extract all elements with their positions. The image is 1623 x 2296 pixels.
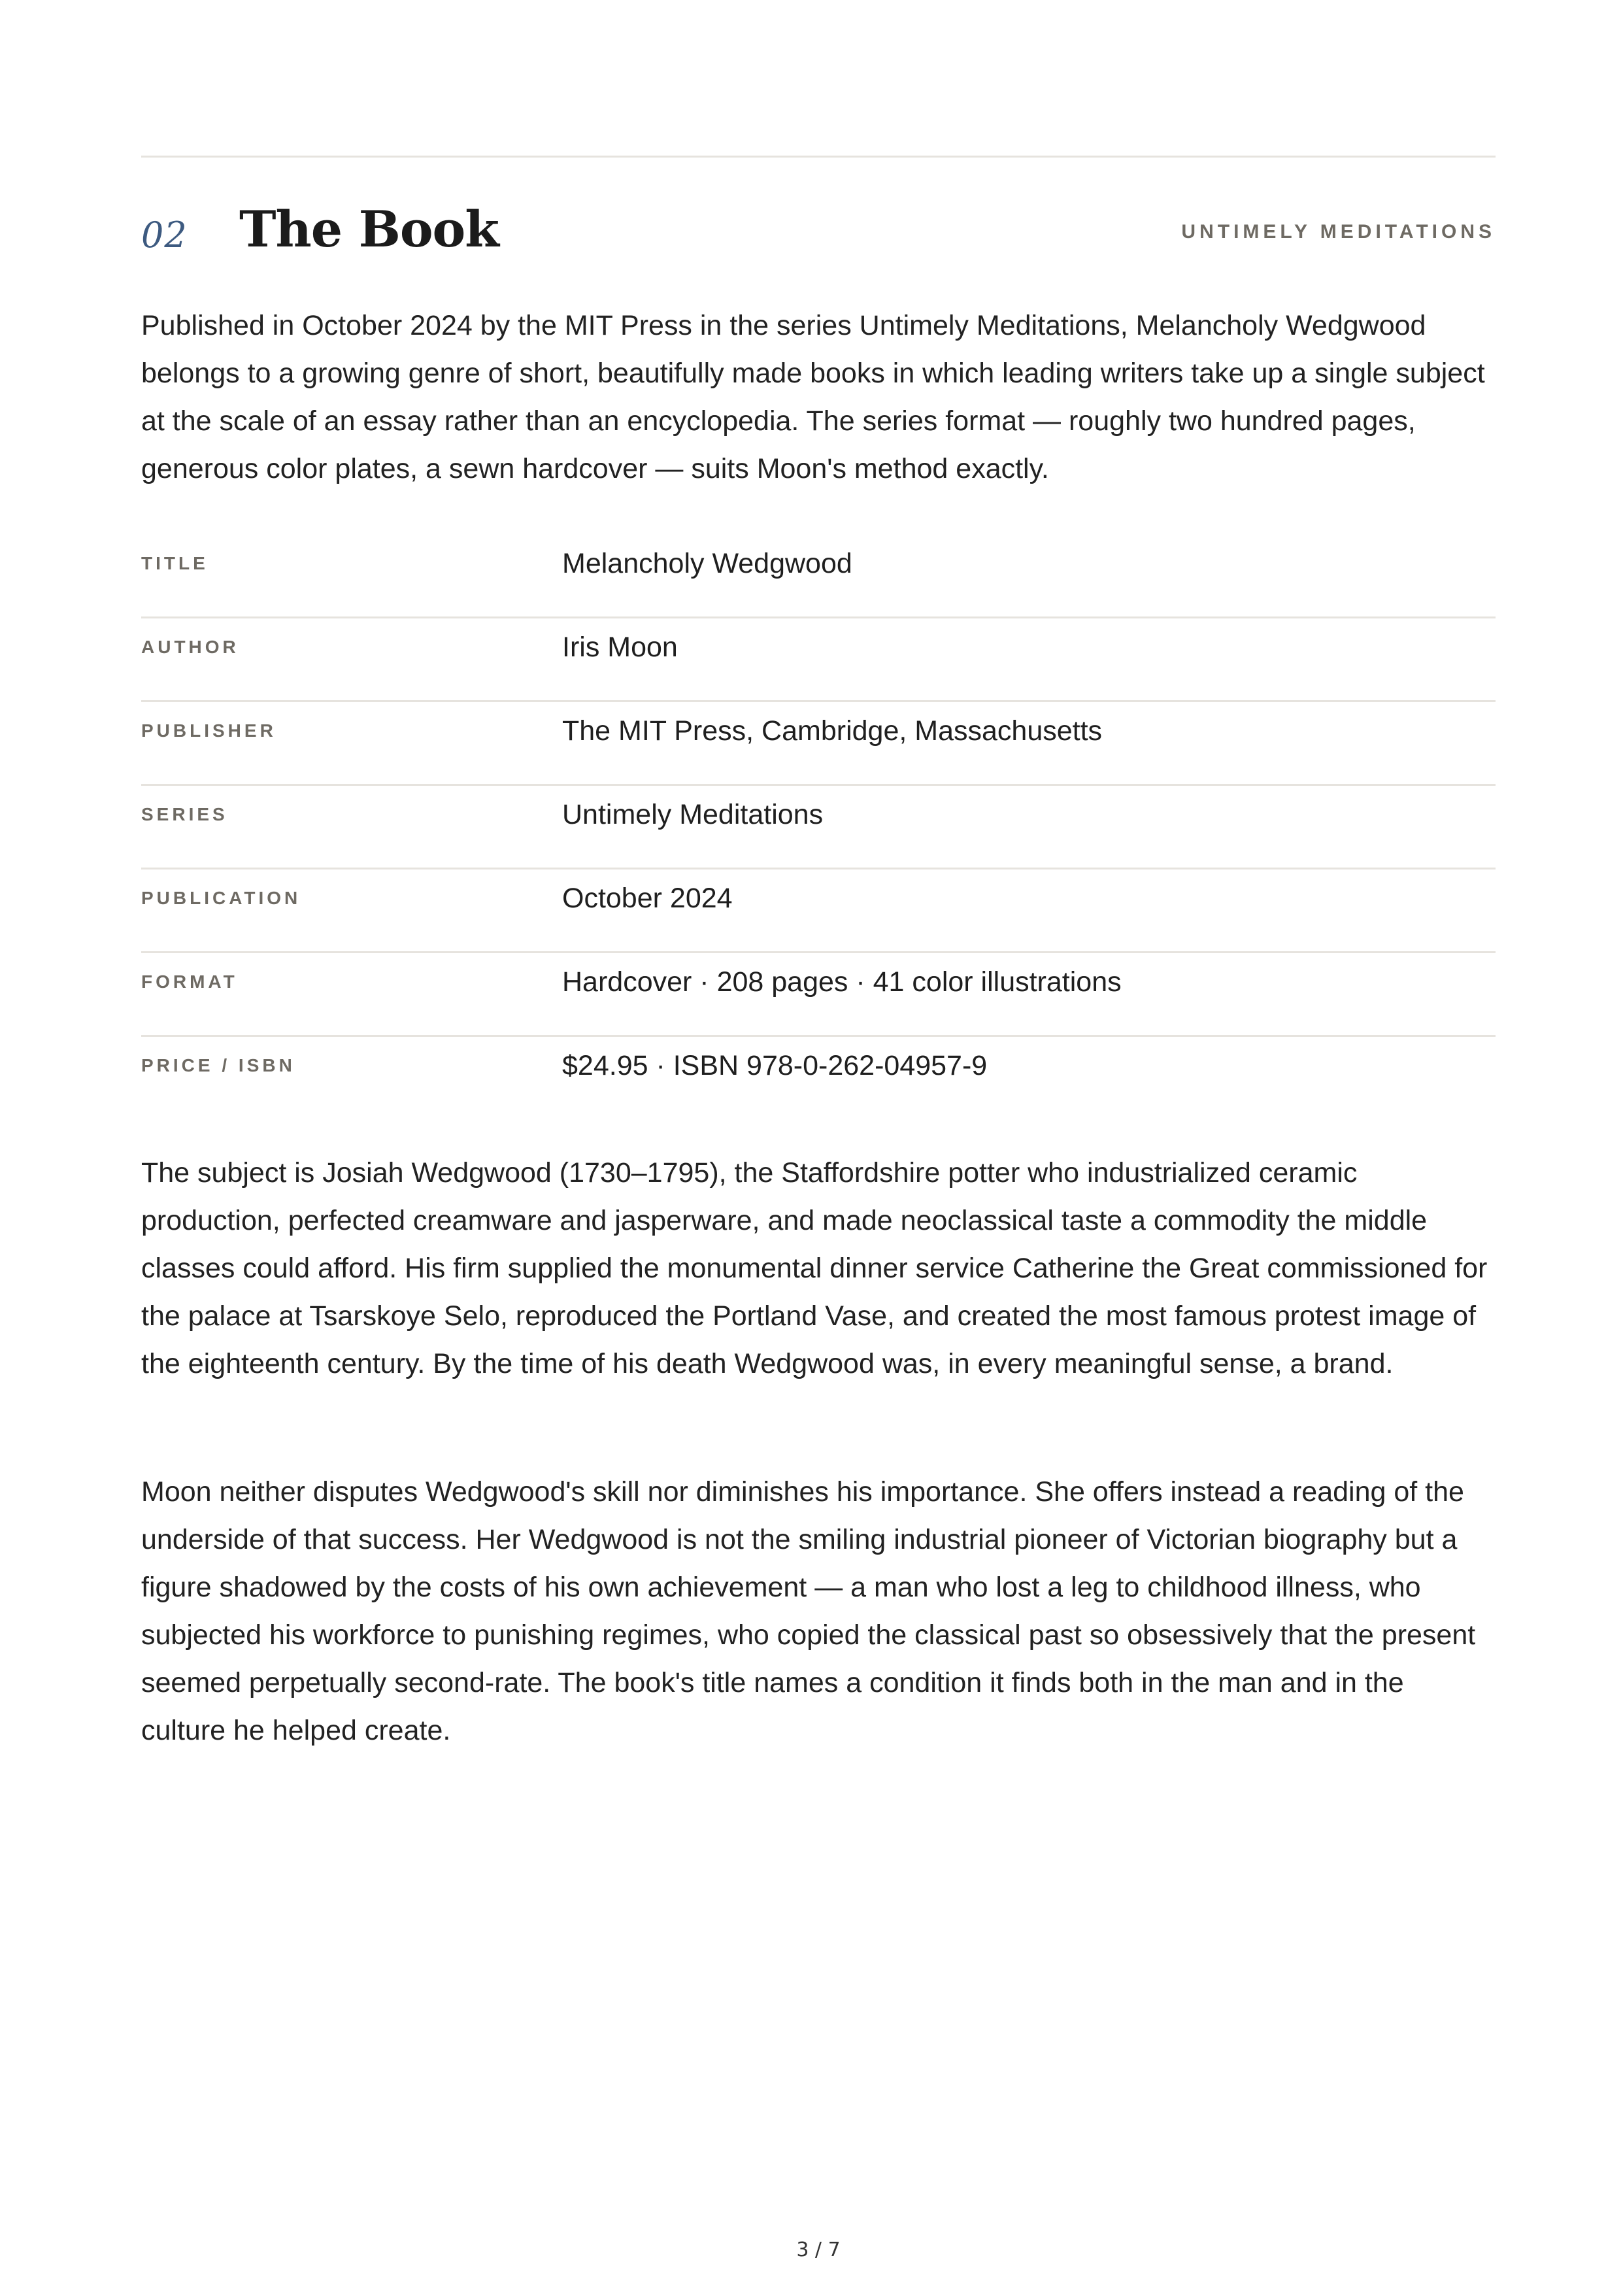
metadata-label: TITLE [141,553,209,573]
series-label: UNTIMELY MEDITATIONS [1181,221,1496,243]
metadata-label: SERIES [141,804,228,824]
metadata-row-price-isbn [141,1037,1496,1121]
body-paragraph: The subject is Josiah Wedgwood (1730–1795), the Staffordshire potter who industrialized ceramic production, perfected creamware and jasperware, and made neoclassical taste a commodity the middle classes could afford. His firm supplied the monumental dinner service Catherine the Great commissioned for the palace at Tsarskoye Selo, reproduced the Portland Vase, and created the most famous protest image of the eighteenth century. By the time of his death Wedgwood was, in every meaningful sense, a brand. [141,1157,1488,1379]
metadata-value: Iris Moon [562,632,678,663]
metadata-label: PRICE / ISBN [141,1055,295,1075]
metadata-row-series [141,786,1496,869]
metadata-value: The MIT Press, Cambridge, Massachusetts [562,715,1103,747]
metadata-row-publisher [141,702,1496,786]
metadata-table [141,535,1496,1121]
metadata-row-title [141,535,1496,618]
metadata-value: Untimely Meditations [562,799,824,830]
metadata-value: Hardcover · 208 pages · 41 color illustrations [562,966,1122,998]
metadata-label: PUBLISHER [141,720,276,741]
top-divider [141,156,1496,158]
section-header [141,196,1496,268]
metadata-label: PUBLICATION [141,888,301,908]
section-number: 02 [141,214,188,256]
metadata-value: $24.95 · ISBN 978-0-262-04957-9 [562,1050,988,1081]
metadata-row-format [141,953,1496,1037]
metadata-label: FORMAT [141,971,238,992]
metadata-row-author [141,618,1496,702]
metadata-value: October 2024 [562,883,733,914]
body-paragraph: Moon neither disputes Wedgwood's skill nor diminishes his importance. She offers instead a reading of the underside of that success. Her Wedgwood is not the smiling industrial pioneer of Victorian biography but a figure shadowed by the costs of his own achievement — a man who lost a leg to childhood illness, who subjected his workforce to punishing regimes, who copied the classical past so obsessively that the present seemed perpetually second-rate. The book's title names a condition it finds both in the man and in the culture he helped create. [141,1476,1476,1746]
section-title: The Book [239,200,499,258]
intro-paragraph: Published in October 2024 by the MIT Press in the series Untimely Meditations, Melancholy Wedgwood belongs to a growing genre of short, beautifully made books in which leading writers take up a single subject at the scale of an essay rather than an encyclopedia. The series format — roughly two hundred pages, generous color plates, a sewn hardcover — suits Moon's method exactly. [141,310,1485,484]
metadata-value: Melancholy Wedgwood [562,548,852,579]
metadata-label: AUTHOR [141,637,239,657]
page-number: 3 / 7 [796,2238,841,2261]
document-page [141,0,1496,2296]
metadata-row-publication [141,869,1496,953]
